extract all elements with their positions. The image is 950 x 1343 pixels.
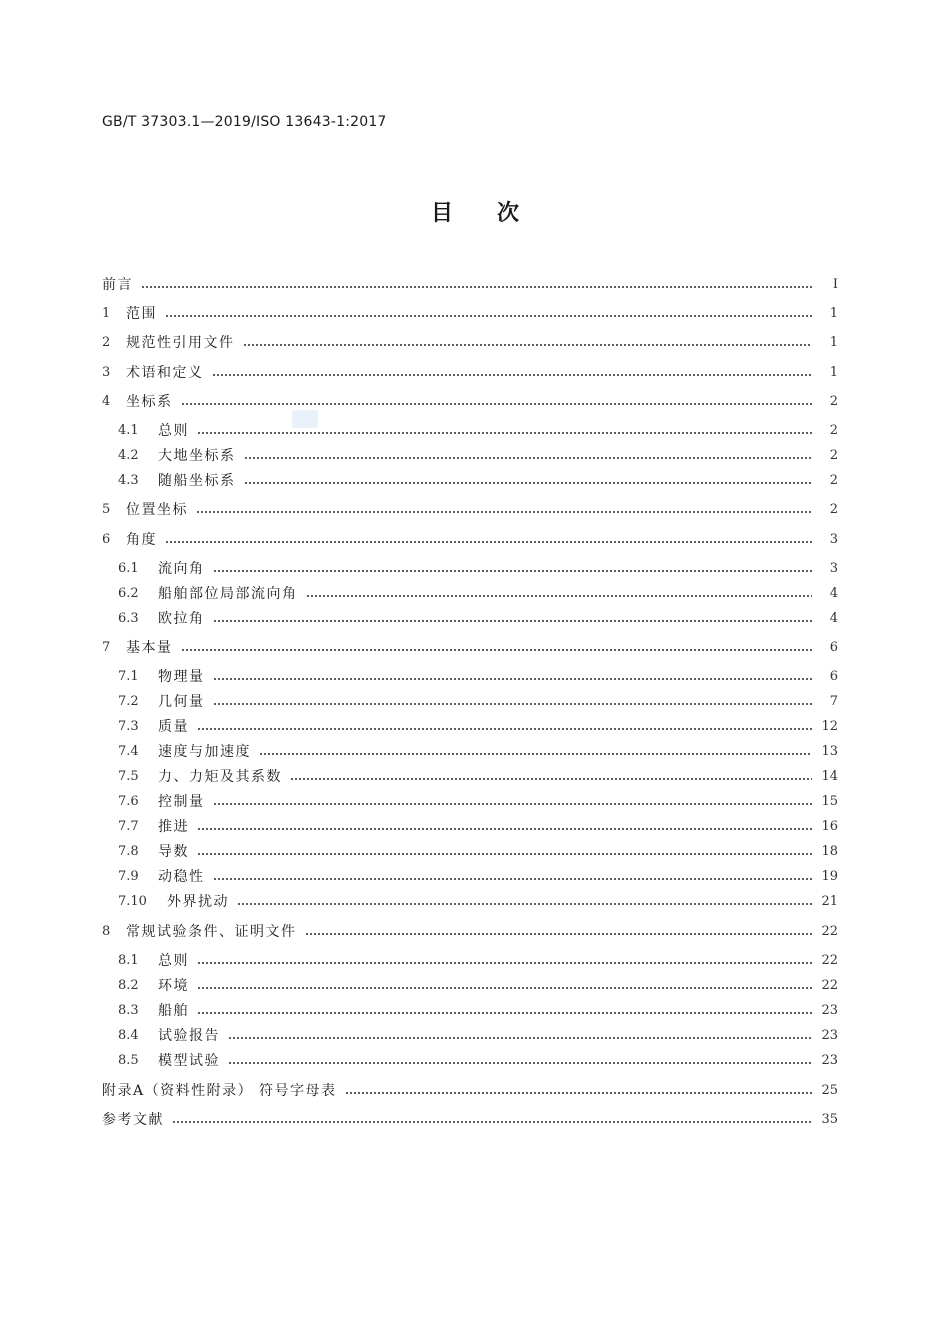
toc-number: 6.1 [118, 561, 139, 576]
toc-leader [181, 649, 813, 651]
toc-label: 基本量 [126, 640, 173, 656]
toc-page: 2 [829, 448, 838, 463]
toc-label: 前言 [102, 277, 133, 293]
toc-entry[interactable] [102, 390, 838, 414]
toc-label: 动稳性 [158, 869, 205, 885]
toc-subentry[interactable] [118, 419, 838, 443]
toc-entry[interactable] [102, 920, 838, 944]
toc-number: 3 [102, 365, 111, 380]
toc-subentry[interactable] [118, 765, 838, 789]
toc-leader [213, 703, 813, 705]
toc-number: 6.2 [118, 586, 139, 601]
toc-subentry[interactable] [118, 1024, 838, 1048]
toc-subentry[interactable] [118, 974, 838, 998]
toc-number: 7.7 [118, 819, 139, 834]
document-id: GB/T 37303.1—2019/ISO 13643-1:2017 [102, 114, 387, 130]
toc-subentry[interactable] [118, 999, 838, 1023]
toc-page: Ⅰ [832, 277, 838, 292]
toc-number: 7.5 [118, 769, 139, 784]
toc-entry[interactable] [102, 528, 838, 552]
toc-label: 环境 [158, 978, 189, 994]
toc-leader [345, 1092, 812, 1094]
toc-leader [197, 432, 812, 434]
toc-number: 8.1 [118, 953, 139, 968]
toc-page: 6 [829, 640, 838, 655]
toc-label: 总则 [158, 423, 189, 439]
toc-entry[interactable] [102, 636, 838, 660]
toc-number: 8 [102, 924, 111, 939]
toc-subentry[interactable] [118, 469, 838, 493]
toc-entry-foreword[interactable] [102, 273, 838, 297]
toc-number: 4.3 [118, 473, 139, 488]
toc-subentry[interactable] [118, 740, 838, 764]
toc-number: 4.2 [118, 448, 139, 463]
toc-page: 4 [829, 611, 838, 626]
toc-leader [228, 1037, 812, 1039]
toc-label: 常规试验条件、证明文件 [126, 924, 297, 940]
toc-page: 13 [821, 744, 838, 759]
toc-label: 控制量 [158, 794, 205, 810]
toc-page: 2 [829, 423, 838, 438]
toc-number: 1 [102, 306, 111, 321]
toc-page: 12 [821, 719, 838, 734]
toc-label: 术语和定义 [126, 365, 204, 381]
toc-label: 船舶 [158, 1003, 189, 1019]
toc-number: 6.3 [118, 611, 139, 626]
toc-leader [197, 828, 812, 830]
toc-page: 1 [829, 335, 838, 350]
toc-number: 8.2 [118, 978, 139, 993]
toc-label: 模型试验 [158, 1053, 220, 1069]
toc-number: 2 [102, 335, 111, 350]
toc-subentry[interactable] [118, 557, 838, 581]
toc-label: 位置坐标 [126, 502, 188, 518]
toc-number: 7.2 [118, 694, 139, 709]
toc-label: 规范性引用文件 [126, 335, 235, 351]
toc-leader [181, 403, 813, 405]
toc-number: 7.10 [118, 894, 147, 909]
toc-number: 8.4 [118, 1028, 139, 1043]
toc-label: 物理量 [158, 669, 205, 685]
toc-leader [244, 482, 813, 484]
toc-leader [197, 853, 812, 855]
toc-number: 6 [102, 532, 111, 547]
toc-subentry[interactable] [118, 790, 838, 814]
toc-number: 8.5 [118, 1053, 139, 1068]
toc-entry[interactable] [102, 498, 838, 522]
toc-entry-bibliography[interactable] [102, 1108, 838, 1132]
toc-page: 23 [821, 1053, 838, 1068]
toc-subentry[interactable] [118, 715, 838, 739]
toc-page: 2 [829, 394, 838, 409]
toc-leader [196, 511, 812, 513]
toc-page: 22 [821, 924, 838, 939]
toc-label: 几何量 [158, 694, 205, 710]
toc-subentry[interactable] [118, 607, 838, 631]
toc-subentry[interactable] [118, 865, 838, 889]
toc-label: 角度 [126, 532, 157, 548]
toc-page: 22 [821, 978, 838, 993]
toc-page: 2 [829, 473, 838, 488]
toc-label: 附录A（资料性附录） 符号字母表 [102, 1083, 337, 1099]
toc-page: 1 [829, 365, 838, 380]
toc-page: 23 [821, 1003, 838, 1018]
toc-leader [259, 753, 812, 755]
toc-leader [165, 541, 812, 543]
toc-leader [213, 878, 813, 880]
toc-number: 5 [102, 502, 111, 517]
toc-entry[interactable] [102, 302, 838, 326]
toc-page: 6 [829, 669, 838, 684]
toc-leader [213, 620, 813, 622]
toc-label: 力、力矩及其系数 [158, 769, 282, 785]
toc-label: 速度与加速度 [158, 744, 251, 760]
toc-leader [213, 570, 813, 572]
page-title: 目次 [430, 201, 563, 226]
toc-page: 35 [821, 1112, 838, 1127]
toc-leader [213, 678, 813, 680]
toc-subentry[interactable] [118, 949, 838, 973]
toc-number: 4 [102, 394, 111, 409]
toc-leader [172, 1121, 812, 1123]
toc-subentry[interactable] [118, 582, 838, 606]
toc-label: 导数 [158, 844, 189, 860]
toc-leader [237, 903, 812, 905]
toc-leader [290, 778, 812, 780]
toc-page: 22 [821, 953, 838, 968]
toc-subentry[interactable] [118, 1049, 838, 1073]
toc-leader [197, 962, 812, 964]
toc-label: 欧拉角 [158, 611, 205, 627]
toc-number: 7.8 [118, 844, 139, 859]
toc-label: 船舶部位局部流向角 [158, 586, 298, 602]
toc-entry[interactable] [102, 331, 838, 355]
toc-leader [212, 374, 813, 376]
toc-leader [197, 987, 812, 989]
toc-leader [213, 803, 813, 805]
toc-subentry[interactable] [118, 665, 838, 689]
toc-label: 质量 [158, 719, 189, 735]
toc-page: 25 [821, 1083, 838, 1098]
toc-number: 8.3 [118, 1003, 139, 1018]
toc-page: 16 [821, 819, 838, 834]
toc-number: 7.9 [118, 869, 139, 884]
toc-number: 7.1 [118, 669, 139, 684]
toc-page: 23 [821, 1028, 838, 1043]
toc-leader [305, 933, 813, 935]
toc-subentry[interactable] [118, 840, 838, 864]
toc-page: 14 [821, 769, 838, 784]
toc-page: 21 [821, 894, 838, 909]
toc-label: 参考文献 [102, 1112, 164, 1128]
toc-entry[interactable] [102, 361, 838, 385]
toc-label: 推进 [158, 819, 189, 835]
toc-page: 1 [829, 306, 838, 321]
toc-label: 总则 [158, 953, 189, 969]
toc-label: 大地坐标系 [158, 448, 236, 464]
toc-number: 4.1 [118, 423, 139, 438]
toc-number: 7.3 [118, 719, 139, 734]
toc-page: 15 [821, 794, 838, 809]
toc-subentry[interactable] [118, 444, 838, 468]
toc-page: 2 [829, 502, 838, 517]
toc-leader [306, 595, 813, 597]
toc-page: 3 [829, 532, 838, 547]
toc-leader [165, 315, 812, 317]
toc-page: 7 [829, 694, 838, 709]
toc-subentry[interactable] [118, 890, 838, 914]
toc-leader [141, 286, 812, 288]
toc-subentry[interactable] [118, 815, 838, 839]
toc-label: 范围 [126, 306, 157, 322]
toc-page: 4 [829, 586, 838, 601]
toc-subentry[interactable] [118, 690, 838, 714]
toc-label: 流向角 [158, 561, 205, 577]
toc-number: 7.6 [118, 794, 139, 809]
toc-number: 7 [102, 640, 111, 655]
toc-entry-annex-a[interactable] [102, 1079, 838, 1103]
toc-number: 7.4 [118, 744, 139, 759]
toc-page: 19 [821, 869, 838, 884]
toc-leader [243, 344, 813, 346]
toc-label: 外界扰动 [167, 894, 229, 910]
toc-page: 3 [829, 561, 838, 576]
toc-leader [244, 457, 813, 459]
toc-leader [197, 1012, 812, 1014]
toc-label: 试验报告 [158, 1028, 220, 1044]
toc-label: 随船坐标系 [158, 473, 236, 489]
toc-leader [228, 1062, 812, 1064]
toc-label: 坐标系 [126, 394, 173, 410]
toc-page: 18 [821, 844, 838, 859]
toc-leader [197, 728, 812, 730]
